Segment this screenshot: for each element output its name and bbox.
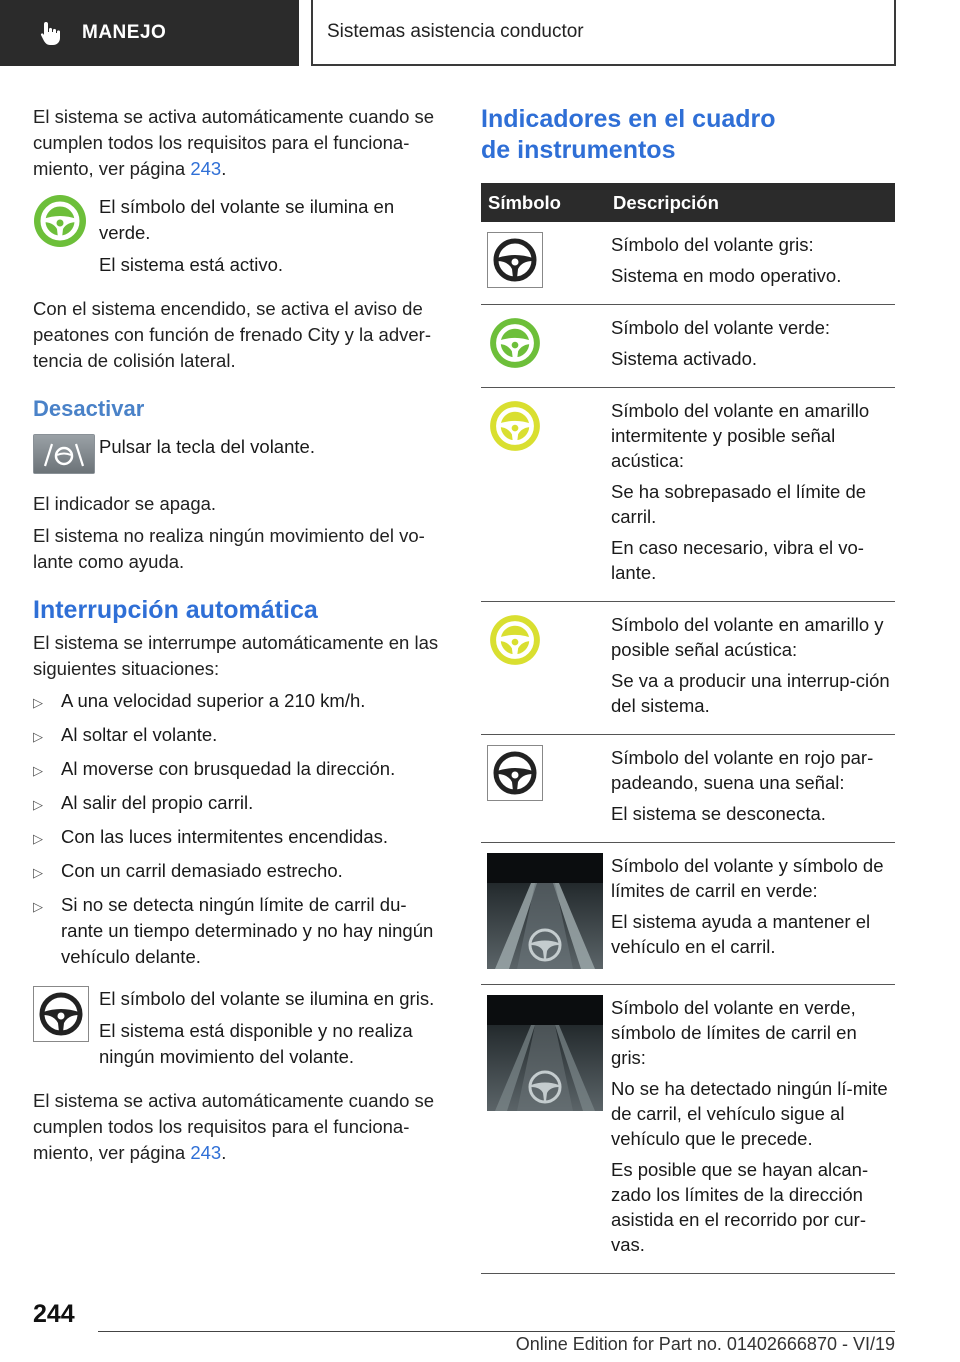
indicators-heading: Indicadores en el cuadro de instrumentos bbox=[481, 105, 776, 164]
interruption-list bbox=[33, 688, 447, 970]
warning-paragraph: Con el sistema encendido, se activa el aviso de peatones con función de frenado City y la adver-tencia de colisión lateral. bbox=[33, 298, 431, 371]
page-link[interactable]: 243 bbox=[190, 158, 222, 179]
table-header-row bbox=[481, 183, 895, 222]
triangle-bullet-icon: ▷ bbox=[33, 865, 43, 880]
section-tab bbox=[0, 0, 299, 66]
triangle-bullet-icon: ▷ bbox=[33, 797, 43, 812]
green-indicator-note bbox=[33, 194, 447, 284]
edition-note: Online Edition for Part no. 01402666870 - VI/19 bbox=[515, 1334, 895, 1354]
triangle-bullet-icon: ▷ bbox=[33, 831, 43, 846]
list-item: ▷ Al soltar el volante. bbox=[33, 722, 447, 750]
triangle-bullet-icon: ▷ bbox=[33, 763, 43, 778]
column-header-symbol: Símbolo bbox=[481, 183, 603, 222]
steering-wheel-gray-icon bbox=[487, 232, 543, 288]
table-row: Símbolo del volante gris: Sistema en modo operativo. bbox=[481, 222, 895, 305]
steering-wheel-gray-icon bbox=[33, 986, 89, 1042]
page-header bbox=[0, 0, 960, 66]
page-number: 244 bbox=[33, 1300, 75, 1328]
green-icon-status: El sistema está activo. bbox=[99, 254, 284, 275]
lane-display-green-icon bbox=[487, 853, 603, 969]
chapter-title: Sistemas asistencia conductor bbox=[311, 0, 896, 66]
list-item: ▷ Al moverse con brusquedad la dirección. bbox=[33, 756, 447, 784]
hand-pointer-icon bbox=[40, 20, 62, 46]
list-item: ▷ Al salir del propio carril. bbox=[33, 790, 447, 818]
steering-wheel-green-icon bbox=[487, 315, 543, 371]
button-instruction bbox=[33, 434, 447, 479]
footer-divider bbox=[98, 1331, 895, 1332]
deactivate-heading: Desactivar bbox=[33, 396, 145, 421]
steering-wheel-green-icon bbox=[33, 194, 87, 248]
list-item: ▷ Con las luces intermitentes encendidas. bbox=[33, 824, 447, 852]
lane-assist-button-icon bbox=[33, 434, 95, 474]
page-link[interactable]: 243 bbox=[190, 1142, 222, 1163]
interruption-heading: Interrupción automática bbox=[33, 596, 318, 624]
triangle-bullet-icon: ▷ bbox=[33, 899, 43, 914]
right-column bbox=[481, 104, 895, 1274]
left-column bbox=[33, 104, 447, 1176]
gray-indicator-note bbox=[33, 986, 447, 1076]
triangle-bullet-icon: ▷ bbox=[33, 729, 43, 744]
list-item: ▷ Con un carril demasiado estrecho. bbox=[33, 858, 447, 886]
indicator-off-text: El indicador se apaga. bbox=[33, 493, 217, 514]
table-row: Símbolo del volante verde: Sistema activado. bbox=[481, 305, 895, 388]
section-label: MANEJO bbox=[82, 22, 167, 43]
gray-icon-status: El sistema está disponible y no realiza ningún movimiento del volante. bbox=[99, 1020, 413, 1067]
intro-paragraph: El sistema se activa automáticamente cuando se cumplen todos los requisitos para el funciona-miento, ver página 243. bbox=[33, 106, 435, 179]
table-row: Símbolo del volante en verde, símbolo de límites de carril en gris: No se ha detectado ningún lí-mite de carril, el vehículo sigue al vehículo que le precede. Es posible que se hayan alcan-zado los límites de la dirección asistida en el recorrido por cur-vas. bbox=[481, 985, 895, 1274]
triangle-bullet-icon: ▷ bbox=[33, 695, 43, 710]
button-instruction-text: Pulsar la tecla del volante. bbox=[99, 436, 315, 457]
no-assist-text: El sistema no realiza ningún movimiento del vo-lante como ayuda. bbox=[33, 525, 425, 572]
indicators-table bbox=[481, 183, 895, 1274]
list-item: ▷ Si no se detecta ningún límite de carril du-rante un tiempo determinado y no hay ningún vehículo delante. bbox=[33, 892, 447, 970]
lane-display-gray-icon bbox=[487, 995, 603, 1111]
gray-icon-text: El símbolo del volante se ilumina en gris. bbox=[99, 988, 435, 1009]
interruption-intro: El sistema se interrumpe automáticamente en las siguientes situaciones: bbox=[33, 632, 439, 679]
table-row: Símbolo del volante en rojo par-padeando, suena una señal: El sistema se desconecta. bbox=[481, 735, 895, 843]
steering-wheel-yellow-icon bbox=[487, 612, 543, 668]
table-row: Símbolo del volante en amarillo y posible señal acústica: Se va a producir una interrup-ción del sistema. bbox=[481, 602, 895, 735]
steering-wheel-red-icon bbox=[487, 745, 543, 801]
list-item: ▷ A una velocidad superior a 210 km/h. bbox=[33, 688, 447, 716]
green-icon-text: El símbolo del volante se ilumina en verde. bbox=[99, 196, 395, 243]
steering-wheel-yellow-icon bbox=[487, 398, 543, 454]
column-header-description: Descripción bbox=[603, 183, 895, 222]
table-row: Símbolo del volante en amarillo intermitente y posible señal acústica: Se ha sobrepasado el límite de carril. En caso necesario, vibra el vo-lante. bbox=[481, 388, 895, 602]
table-row: Símbolo del volante y símbolo de límites de carril en verde: El sistema ayuda a mantener el vehículo en el carril. bbox=[481, 843, 895, 985]
outro-paragraph: El sistema se activa automáticamente cuando se cumplen todos los requisitos para el funciona-miento, ver página 243. bbox=[33, 1090, 435, 1163]
